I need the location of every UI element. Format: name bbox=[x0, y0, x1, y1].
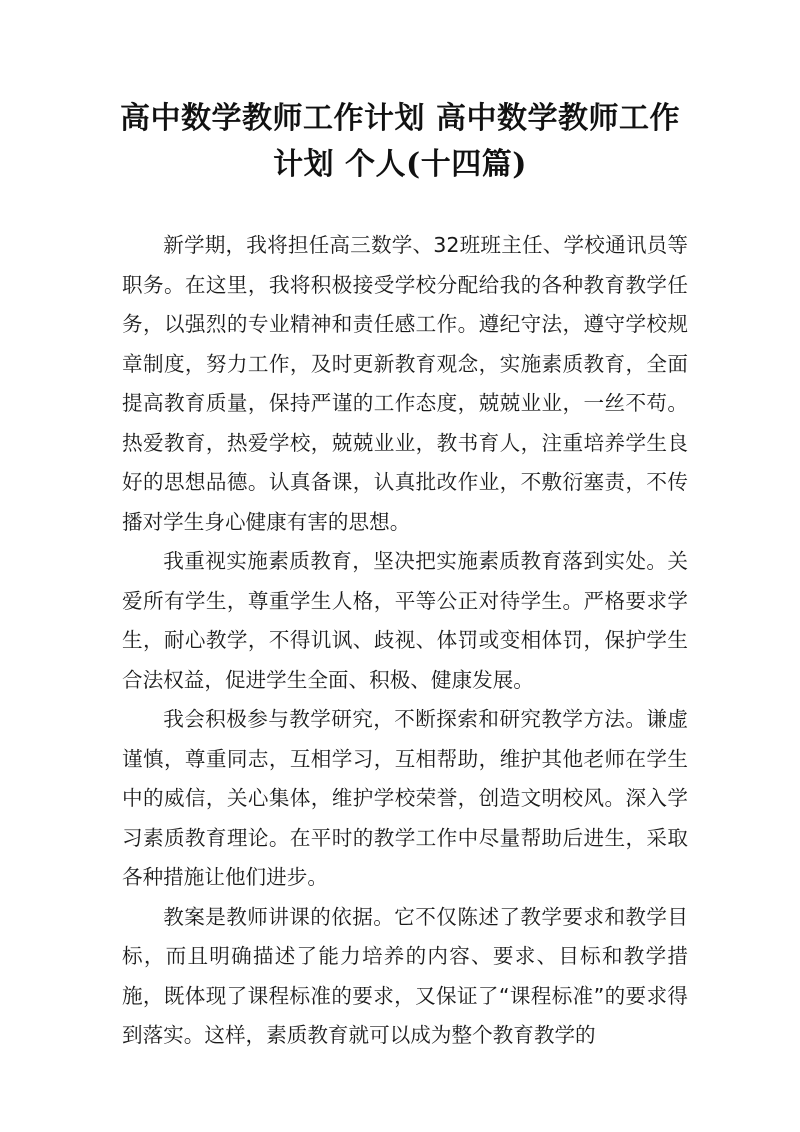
title-line-2: 计划 个人(十四篇) bbox=[273, 147, 527, 182]
document-title bbox=[100, 96, 700, 188]
paragraph-1: 新学期，我将担任高三数学、32班班主任、学校通讯员等职务。在这里，我将积极接受学校分配给我的各种教育教学任务，以强烈的专业精神和责任感工作。遵纪守法，遵守学校规章制度，努力工作，及时更新教育观念，实施素质教育，全面提高教育质量，保持严谨的工作态度，兢兢业业，一丝不苟。热爱教育，热爱学校，兢兢业业，教书育人，注重培养学生良好的思想品德。认真备课，认真批改作业，不敷衍塞责，不传播对学生身心健康有害的思想。 bbox=[122, 233, 688, 534]
title-line-1: 高中数学教师工作计划 高中数学教师工作 bbox=[120, 101, 680, 136]
paragraph-4: 教案是教师讲课的依据。它不仅陈述了教学要求和教学目标，而且明确描述了能力培养的内容、要求、目标和教学措施，既体现了课程标准的要求，又保证了“课程标准”的要求得到落实。这样，素质教育就可以成为整个教育教学的 bbox=[122, 904, 688, 1047]
paragraph-3: 我会积极参与教学研究，不断探索和研究教学方法。谦虚谨慎，尊重同志，互相学习，互相帮助，维护其他老师在学生中的威信，关心集体，维护学校荣誉，创造文明校风。深入学习素质教育理论。在平时的教学工作中尽量帮助后进生，采取各种措施让他们进步。 bbox=[122, 707, 688, 889]
paragraph-2: 我重视实施素质教育，坚决把实施素质教育落到实处。关爱所有学生，尊重学生人格，平等公正对待学生。严格要求学生，耐心教学，不得讥讽、歧视、体罚或变相体罚，保护学生合法权益，促进学生全面、积极、健康发展。 bbox=[122, 549, 688, 692]
document-body bbox=[122, 226, 688, 1056]
